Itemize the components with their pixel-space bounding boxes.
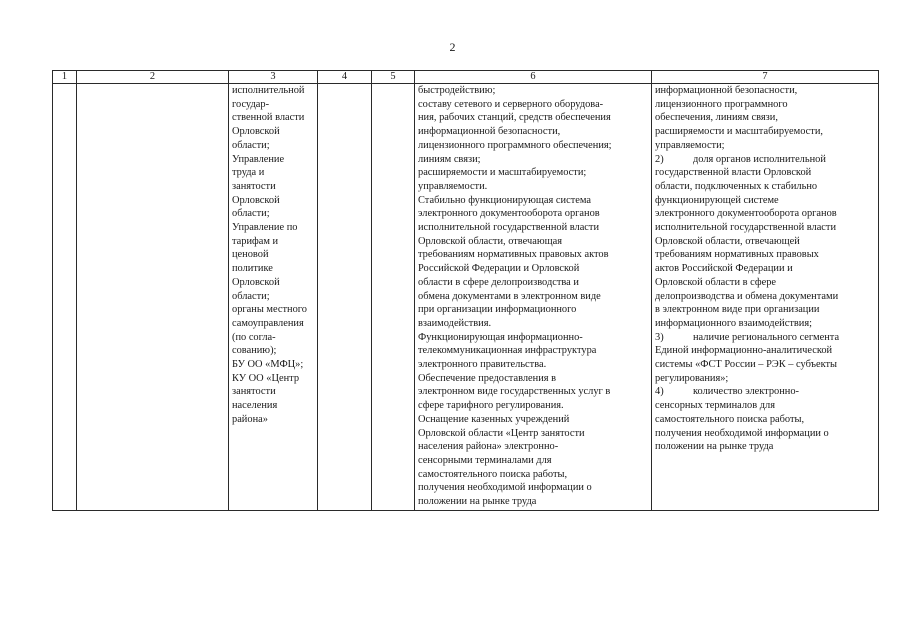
cell-col7-indicators [652, 84, 879, 511]
line-text: наличие регионального сегмента [693, 331, 840, 343]
text-line: информационной безопасности, [418, 126, 561, 138]
cell-col1 [53, 84, 77, 511]
text-line [655, 139, 875, 153]
column-header-4: 4 [318, 71, 372, 84]
text-line: расширяемости и масштабируемости; [418, 167, 587, 179]
column-header-6: 6 [415, 71, 652, 84]
line-text: сенсорных терминалов для [655, 400, 775, 412]
text-line [655, 98, 875, 112]
text-line [655, 290, 875, 304]
list-marker: 2) [655, 153, 664, 165]
cell-col2 [77, 84, 229, 511]
line-text: электронного документооборота органов [655, 208, 837, 220]
text-line [655, 385, 875, 399]
text-line: электронного документооборота органов [418, 208, 600, 220]
text-line: органы местного [232, 304, 307, 316]
line-text: количество электронно- [693, 386, 800, 398]
column-header-7: 7 [652, 71, 879, 84]
text-line: Обеспечение предоставления в [418, 372, 557, 384]
text-line: при организации информационного [418, 304, 577, 316]
column-header-2: 2 [77, 71, 229, 84]
list-marker: 4) [655, 386, 664, 398]
text-line: населения [232, 400, 278, 412]
line-text: получения необходимой информации о [655, 427, 829, 439]
text-line: исполнительной [232, 85, 305, 96]
text-line [655, 84, 875, 98]
text-line [655, 331, 875, 345]
text-line: занятости [232, 180, 276, 192]
line-text: управляемости; [655, 139, 725, 151]
text-line: самостоятельного поиска работы, [418, 468, 568, 480]
text-line: государ- [232, 98, 270, 110]
text-line [655, 372, 875, 386]
line-text: обеспечения, линиям связи, [655, 112, 778, 124]
text-line: Управление [232, 153, 285, 165]
page-number: 2 [449, 40, 456, 54]
table-row [53, 84, 879, 511]
text-line: области; [232, 139, 270, 151]
text-line: Стабильно функционирующая система [418, 194, 591, 206]
document-table [52, 70, 879, 511]
text-line: сфере тарифного регулирования. [418, 400, 564, 412]
text-line [655, 111, 875, 125]
text-line: требованиям нормативных правовых актов [418, 249, 609, 261]
text-line: Орловской области «Центр занятости [418, 427, 585, 439]
text-line: БУ ОО «МФЦ»; [232, 359, 304, 371]
cell-col4 [318, 84, 372, 511]
text-line: электронном виде государственных услуг в [418, 386, 611, 398]
line-text: в электронном виде при организации [655, 304, 820, 316]
cell-col5 [372, 84, 415, 511]
text-line: исполнительной государственной власти [418, 222, 600, 234]
line-text: области, подключенных к стабильно [655, 180, 818, 192]
text-line [655, 194, 875, 208]
text-line: Орловской области, отвечающая [418, 235, 562, 247]
text-line: (по согла- [232, 331, 276, 343]
text-line: быстродействию; [418, 85, 496, 96]
text-line: области; [232, 290, 270, 302]
line-text: делопроизводства и обмена документами [655, 290, 839, 302]
text-line [655, 358, 875, 372]
text-line [655, 344, 875, 358]
text-line: управляемости. [418, 180, 488, 192]
text-line: самоуправления [232, 317, 304, 329]
list-marker: 3) [655, 331, 664, 343]
line-text: Орловской области, отвечающей [655, 235, 800, 247]
line-text: Орловской области в сфере [655, 276, 776, 288]
text-line [655, 427, 875, 441]
line-text: регулирования»; [655, 372, 729, 384]
text-line: Функционирующая информационно- [418, 331, 583, 343]
column-header-5: 5 [372, 71, 415, 84]
text-line: телекоммуникационная инфраструктура [418, 345, 597, 357]
text-line: ценовой [232, 249, 269, 261]
line-text: системы «ФСТ России – РЭК – субъекты [655, 359, 838, 371]
text-line: обмена документами в электронном виде [418, 290, 601, 302]
text-line: занятости [232, 386, 276, 398]
text-line: электронного правительства. [418, 359, 547, 371]
text-line: Оснащение казенных учреждений [418, 413, 570, 425]
text-line: КУ ОО «Центр [232, 372, 300, 384]
line-text: функционирующей системе [655, 194, 779, 206]
line-text: расширяемости и масштабируемости, [655, 126, 823, 138]
text-line [655, 440, 875, 454]
text-line: положении на рынке труда [418, 496, 537, 508]
text-line: получения необходимой информации о [418, 482, 592, 494]
text-line [655, 399, 875, 413]
text-line [655, 235, 875, 249]
text-line: Орловской [232, 194, 280, 206]
text-line [655, 166, 875, 180]
text-line: области; [232, 208, 270, 220]
cell-col6-results [415, 84, 652, 511]
text-line [655, 207, 875, 221]
text-line: Управление по [232, 222, 298, 234]
text-line [655, 276, 875, 290]
text-line: области в сфере делопроизводства и [418, 276, 579, 288]
text-line: населения района» электронно- [418, 441, 559, 453]
text-line: Орловской [232, 276, 280, 288]
line-text: государственной власти Орловской [655, 167, 812, 179]
text-line: труда и [232, 167, 265, 179]
text-line: района» [232, 413, 268, 425]
text-line [655, 303, 875, 317]
text-line: сенсорными терминалами для [418, 454, 552, 466]
line-text: информационной безопасности, [655, 85, 798, 96]
line-text: требованиям нормативных правовых [655, 249, 819, 261]
text-line [655, 221, 875, 235]
line-text: информационного взаимодействия; [655, 317, 813, 329]
header-row [53, 71, 879, 84]
column-header-1: 1 [53, 71, 77, 84]
text-line [655, 262, 875, 276]
text-line: ственной власти [232, 112, 305, 124]
text-line: политике [232, 263, 273, 275]
text-line [655, 153, 875, 167]
text-line: Орловской [232, 126, 280, 138]
text-line: линиям связи; [418, 153, 481, 165]
line-text: лицензионного программного [655, 98, 788, 110]
line-text: доля органов исполнительной [693, 153, 826, 165]
text-line: составу сетевого и серверного оборудова- [418, 98, 604, 110]
text-line: лицензионного программного обеспечения; [418, 139, 612, 151]
line-text: исполнительной государственной власти [655, 222, 837, 234]
text-line [655, 248, 875, 262]
column-header-3: 3 [229, 71, 318, 84]
cell-col3-executors [229, 84, 318, 511]
text-line [655, 413, 875, 427]
text-line [655, 317, 875, 331]
line-text: положении на рынке труда [655, 441, 774, 453]
text-line [655, 125, 875, 139]
line-text: самостоятельного поиска работы, [655, 413, 805, 425]
text-line: ния, рабочих станций, средств обеспечения [418, 112, 611, 124]
text-line: сованию); [232, 345, 277, 357]
text-line: Российской Федерации и Орловской [418, 263, 580, 275]
text-line [655, 180, 875, 194]
text-line: взаимодействия. [418, 317, 492, 329]
line-text: актов Российской Федерации и [655, 263, 793, 275]
text-line: тарифам и [232, 235, 279, 247]
line-text: Единой информационно-аналитической [655, 345, 833, 357]
